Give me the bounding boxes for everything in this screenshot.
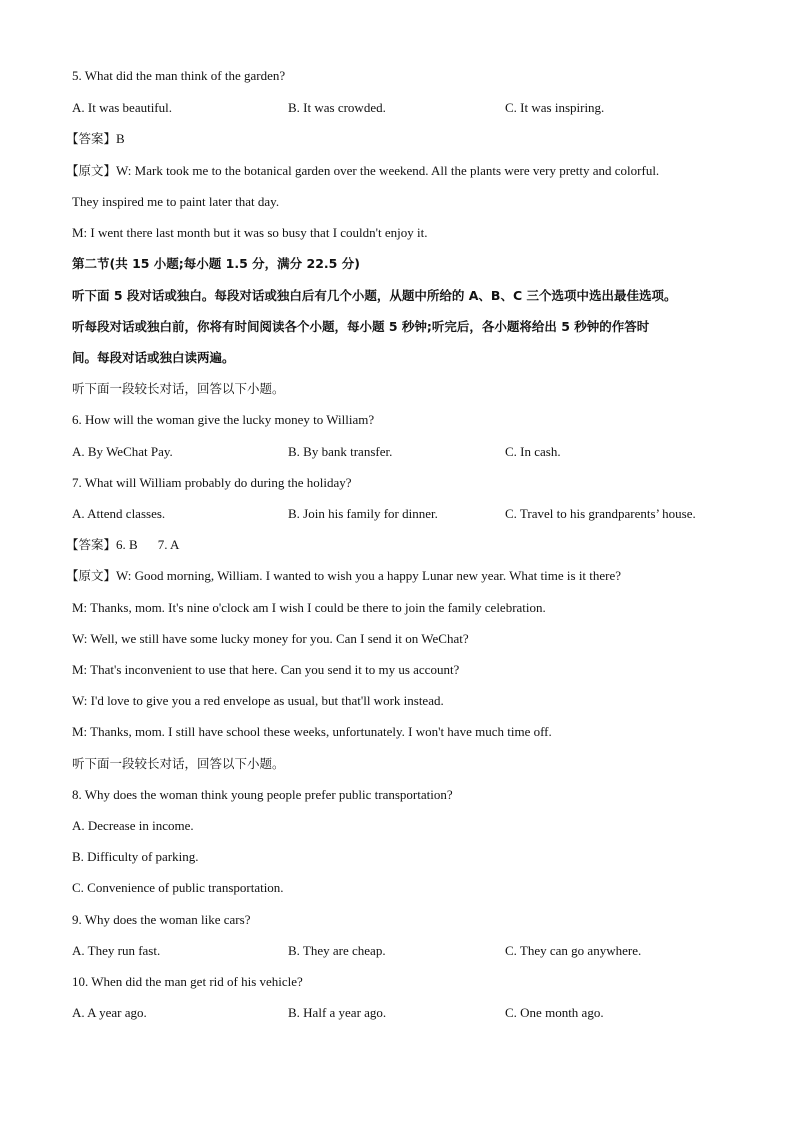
- q5-option-c: C. It was inspiring.: [505, 100, 605, 115]
- q7-option-b: B. Join his family for dinner.: [288, 506, 438, 521]
- q7-option-a: A. Attend classes.: [72, 506, 166, 521]
- q8-option-b: B. Difficulty of parking.: [72, 849, 199, 864]
- q5-script-line-1: [66, 163, 659, 179]
- q6-option-c: C. In cash.: [505, 444, 561, 459]
- answer-label: 【答案】: [66, 537, 117, 552]
- group1-script-line-5: W: I'd love to give you a red envelope as usual, but that'll work instead.: [72, 693, 444, 708]
- q5-answer: [66, 131, 125, 147]
- q8-stem: 8. Why does the woman think young people prefer public transportation?: [72, 787, 453, 802]
- q9-option-b: B. They are cheap.: [288, 943, 386, 958]
- script-text: W: Good morning, William. I wanted to wish you a happy Lunar new year. What time is it there?: [116, 568, 622, 583]
- answer-value-7: 7. A: [157, 537, 180, 552]
- section-instruction-1: 听下面 5 段对话或独白。每段对话或独白后有几个小题，从题中所给的 A、B、C 三个选项中选出最佳选项。: [72, 288, 677, 303]
- q5-option-a: A. It was beautiful.: [72, 100, 173, 115]
- group1-script-line-2: M: Thanks, mom. It's nine o'clock am I wish I could be there to join the family celebration.: [72, 600, 546, 615]
- group1-script-line-6: M: Thanks, mom. I still have school these weeks, unfortunately. I won't have much time off.: [72, 724, 552, 739]
- q8-option-a: A. Decrease in income.: [72, 818, 194, 833]
- q8-option-c: C. Convenience of public transportation.: [72, 880, 284, 895]
- q10-option-b: B. Half a year ago.: [288, 1005, 387, 1020]
- answer-value-6: 6. B: [116, 537, 138, 552]
- group1-script-line-4: M: That's inconvenient to use that here. Can you send it to my us account?: [72, 662, 460, 677]
- q10-stem: 10. When did the man get rid of his vehicle?: [72, 974, 303, 989]
- q5-script-line-3: M: I went there last month but it was so busy that I couldn't enjoy it.: [72, 225, 428, 240]
- group1-script-line-1: [66, 568, 621, 584]
- script-text: W: Mark took me to the botanical garden over the weekend. All the plants were very pretty and colorful.: [116, 163, 660, 178]
- answer-label: 【答案】: [66, 131, 117, 146]
- group1-answer: [66, 537, 179, 553]
- q5-script-line-2: They inspired me to paint later that day.: [72, 194, 280, 209]
- q10-option-c: C. One month ago.: [505, 1005, 604, 1020]
- group2-intro: 听下面一段较长对话，回答以下小题。: [72, 756, 285, 771]
- q5-stem: 5. What did the man think of the garden?: [72, 68, 286, 83]
- script-label: 【原文】: [66, 568, 117, 583]
- section-instruction-3: 间。每段对话或独白读两遍。: [72, 350, 235, 365]
- q9-stem: 9. Why does the woman like cars?: [72, 912, 251, 927]
- q5-option-b: B. It was crowded.: [288, 100, 386, 115]
- q7-option-c: C. Travel to his grandparents’ house.: [505, 506, 696, 521]
- q6-stem: 6. How will the woman give the lucky money to William?: [72, 412, 375, 427]
- q6-option-a: A. By WeChat Pay.: [72, 444, 173, 459]
- script-label: 【原文】: [66, 163, 117, 178]
- q6-option-b: B. By bank transfer.: [288, 444, 393, 459]
- group1-script-line-3: W: Well, we still have some lucky money for you. Can I send it on WeChat?: [72, 631, 469, 646]
- section-heading: 第二节(共 15 小题;每小题 1.5 分，满分 22.5 分): [72, 256, 360, 271]
- group1-intro: 听下面一段较长对话，回答以下小题。: [72, 381, 285, 396]
- section-instruction-2: 听每段对话或独白前，你将有时间阅读各个小题，每小题 5 秒钟;听完后，各小题将给出 5 秒钟的作答时: [72, 319, 650, 334]
- answer-value: B: [116, 131, 125, 146]
- q9-option-c: C. They can go anywhere.: [505, 943, 642, 958]
- q7-stem: 7. What will William probably do during the holiday?: [72, 475, 352, 490]
- q9-option-a: A. They run fast.: [72, 943, 161, 958]
- q10-option-a: A. A year ago.: [72, 1005, 147, 1020]
